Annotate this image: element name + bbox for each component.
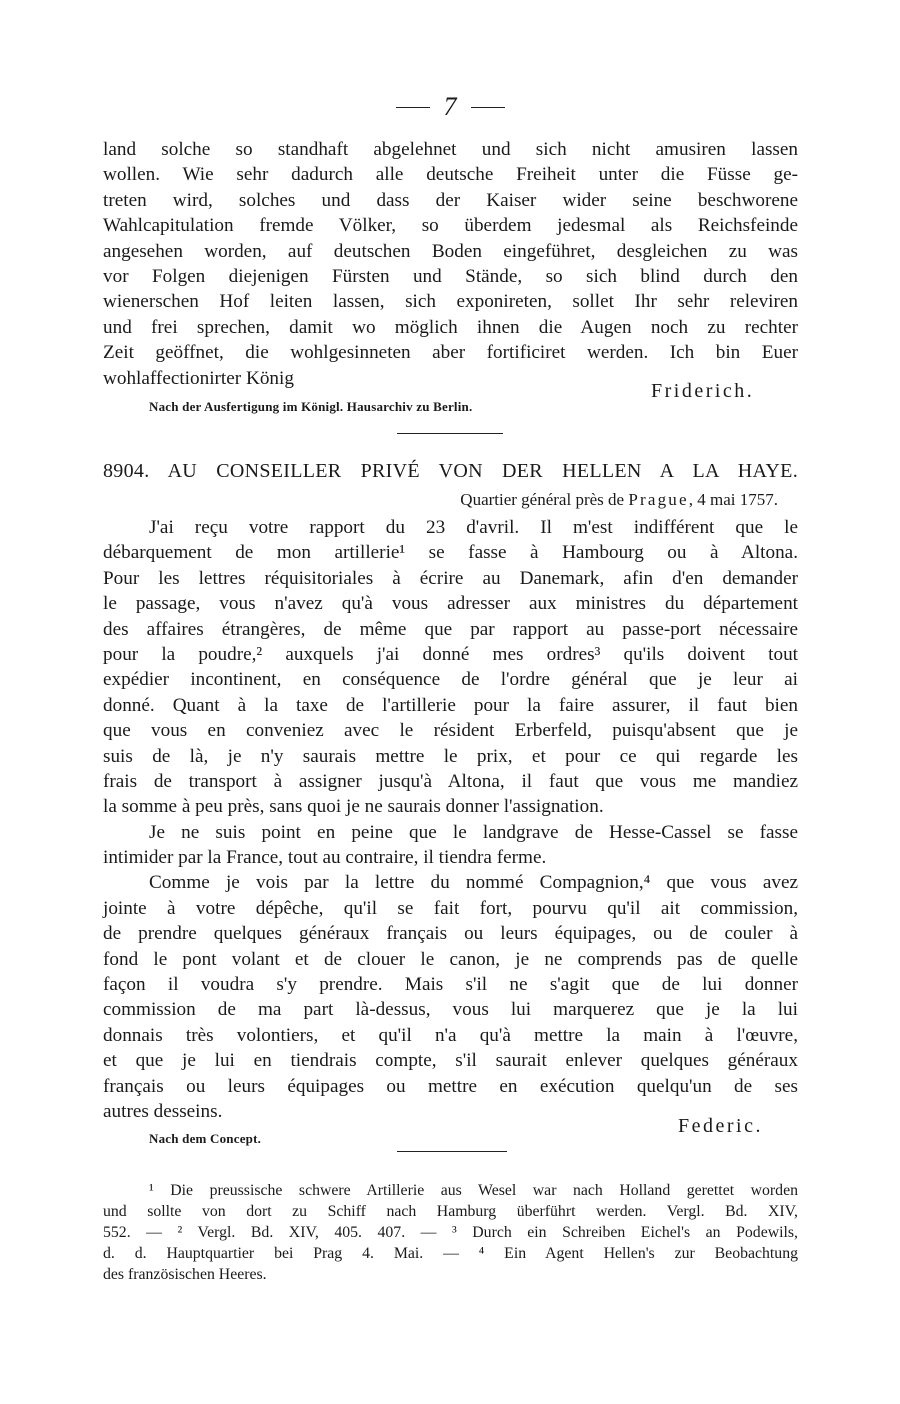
text-line: jointe à votre dépêche, qu'il se fait fort, pourvu qu'il ait commission, xyxy=(103,897,798,919)
text-line: Comme je vois par la lettre du nommé Compagnion,⁴ que vous avez xyxy=(149,872,798,894)
text-line: fond le pont volant et de clouer le canon, je ne comprends pas de quelle xyxy=(103,948,798,970)
letter-1-body xyxy=(103,137,798,391)
header-rule-left xyxy=(396,107,430,108)
text-line: Je ne suis point en peine que le landgrave de Hesse-Cassel se fasse xyxy=(149,821,798,843)
dateline-place: Prague xyxy=(628,490,689,509)
text-line: angesehen worden, auf deutschen Boden eingeführet, desgleichen zu was xyxy=(103,240,798,262)
footnote-line: 552. — ² Vergl. Bd. XIV, 405. 407. — ³ Durch ein Schreiben Eichel's an Podewils, xyxy=(103,1224,798,1241)
text-line: façon il voudra s'y prendre. Mais s'il ne s'agit que de lui donner xyxy=(103,974,798,996)
text-line: donné. Quant à la taxe de l'artillerie pour la faire assurer, il faut bien xyxy=(103,694,798,716)
dateline-date: , 4 mai 1757. xyxy=(688,490,778,509)
page-number: 7 xyxy=(443,92,457,121)
letter-title: AU CONSEILLER PRIVÉ VON DER HELLEN A LA HAYE. xyxy=(167,460,798,482)
text-line: wollen. Wie sehr dadurch alle deutsche Freiheit unter die Füsse ge- xyxy=(103,164,798,186)
text-line: français ou leurs équipages ou mettre en exécution quelqu'un de ses xyxy=(103,1075,798,1097)
page-header xyxy=(0,92,900,122)
text-line: débarquement de mon artillerie¹ se fasse à Hambourg ou à Altona. xyxy=(103,542,798,564)
text-line: autres desseins. xyxy=(103,1100,223,1122)
footnotes xyxy=(103,1180,798,1285)
header-rule-right xyxy=(471,107,505,108)
text-line: Zeit geöffnet, die wohlgesinneten aber fortificiret werden. Ich bin Euer xyxy=(103,342,798,364)
text-line: frais de transport à assigner jusqu'à Altona, il faut que vous me mandiez xyxy=(103,770,798,792)
text-line: expédier incontinent, en conséquence de l'ordre général que je leur ai xyxy=(103,669,798,691)
footnote-line: d. d. Hauptquartier bei Prag 4. Mai. — ⁴ Ein Agent Hellen's zur Beobachtung xyxy=(103,1245,798,1262)
text-line: la somme à peu près, sans quoi je ne saurais donner l'assignation. xyxy=(103,796,604,818)
dateline xyxy=(460,488,778,512)
text-line: vor Folgen diejenigen Fürsten und Stände, so sich blind durch den xyxy=(103,265,798,287)
text-line: wienerschen Hof leiten lassen, sich exponireten, sollet Ihr sehr releviren xyxy=(103,291,798,313)
text-line: pour la poudre,² auxquels j'ai donné mes ordres³ qu'ils doivent tout xyxy=(103,643,798,665)
footnote-line: und sollte von dort zu Schiff nach Hamburg überführt werden. Vergl. Bd. XIV, xyxy=(103,1203,798,1220)
section-divider xyxy=(397,433,503,434)
text-line: des affaires étrangères, de même que par rapport au passe-port nécessaire xyxy=(103,618,798,640)
text-line: land solche so standhaft abgelehnet und sich nicht amusiren lassen xyxy=(103,139,798,160)
text-line: suis de là, je n'y saurais mettre le prix, et pour ce qui regarde les xyxy=(103,745,798,767)
signature-federic: Federic. xyxy=(678,1115,763,1137)
text-line: que vous en conveniez avec le résident Erberfeld, puisqu'absent que je xyxy=(103,720,798,742)
text-line: le passage, vous n'avez qu'à vous adresser aux ministres du département xyxy=(103,593,798,615)
text-line: de prendre quelques généraux français ou leurs équipages, ou de couler à xyxy=(103,923,798,945)
text-line: intimider par la France, tout au contraire, il tiendra ferme. xyxy=(103,847,547,869)
text-line: wohlaffectionirter König xyxy=(103,367,294,389)
text-line: J'ai reçu votre rapport du 23 d'avril. Il m'est indifférent que le xyxy=(149,517,798,538)
source-note-1: Nach der Ausfertigung im Königl. Hausarchiv zu Berlin. xyxy=(149,399,473,414)
letter-2-body xyxy=(103,515,798,1124)
text-line: treten wird, solches und dass der Kaiser wider seine beschworene xyxy=(103,189,798,211)
text-line: Wahlcapitulation fremde Völker, so überdem jedesmal als Reichsfeinde xyxy=(103,215,798,237)
signature-friderich: Friderich. xyxy=(651,380,755,402)
text-line: donnais très volontiers, et qu'il n'a qu'à mettre la main à l'œuvre, xyxy=(103,1024,798,1046)
text-line: et que je lui en tiendrais compte, s'il saurait enlever quelques généraux xyxy=(103,1050,798,1072)
text-line: und frei sprechen, damit wo möglich ihnen die Augen noch zu rechter xyxy=(103,316,798,338)
dateline-prefix: Quartier général près de xyxy=(460,490,625,509)
text-line: Pour les lettres réquisitoriales à écrire au Danemark, afin d'en demander xyxy=(103,567,798,589)
footnote-line: ¹ Die preussische schwere Artillerie aus Wesel war nach Holland gerettet worden xyxy=(149,1182,798,1199)
letter-2-heading xyxy=(103,458,798,484)
footnote-line: des französischen Heeres. xyxy=(103,1266,267,1283)
letter-number: 8904. xyxy=(103,460,150,482)
text-line: commission de ma part là-dessus, vous lui marquerez que je la lui xyxy=(103,999,798,1021)
source-note-2: Nach dem Concept. xyxy=(149,1131,262,1146)
footnote-divider xyxy=(397,1151,507,1152)
